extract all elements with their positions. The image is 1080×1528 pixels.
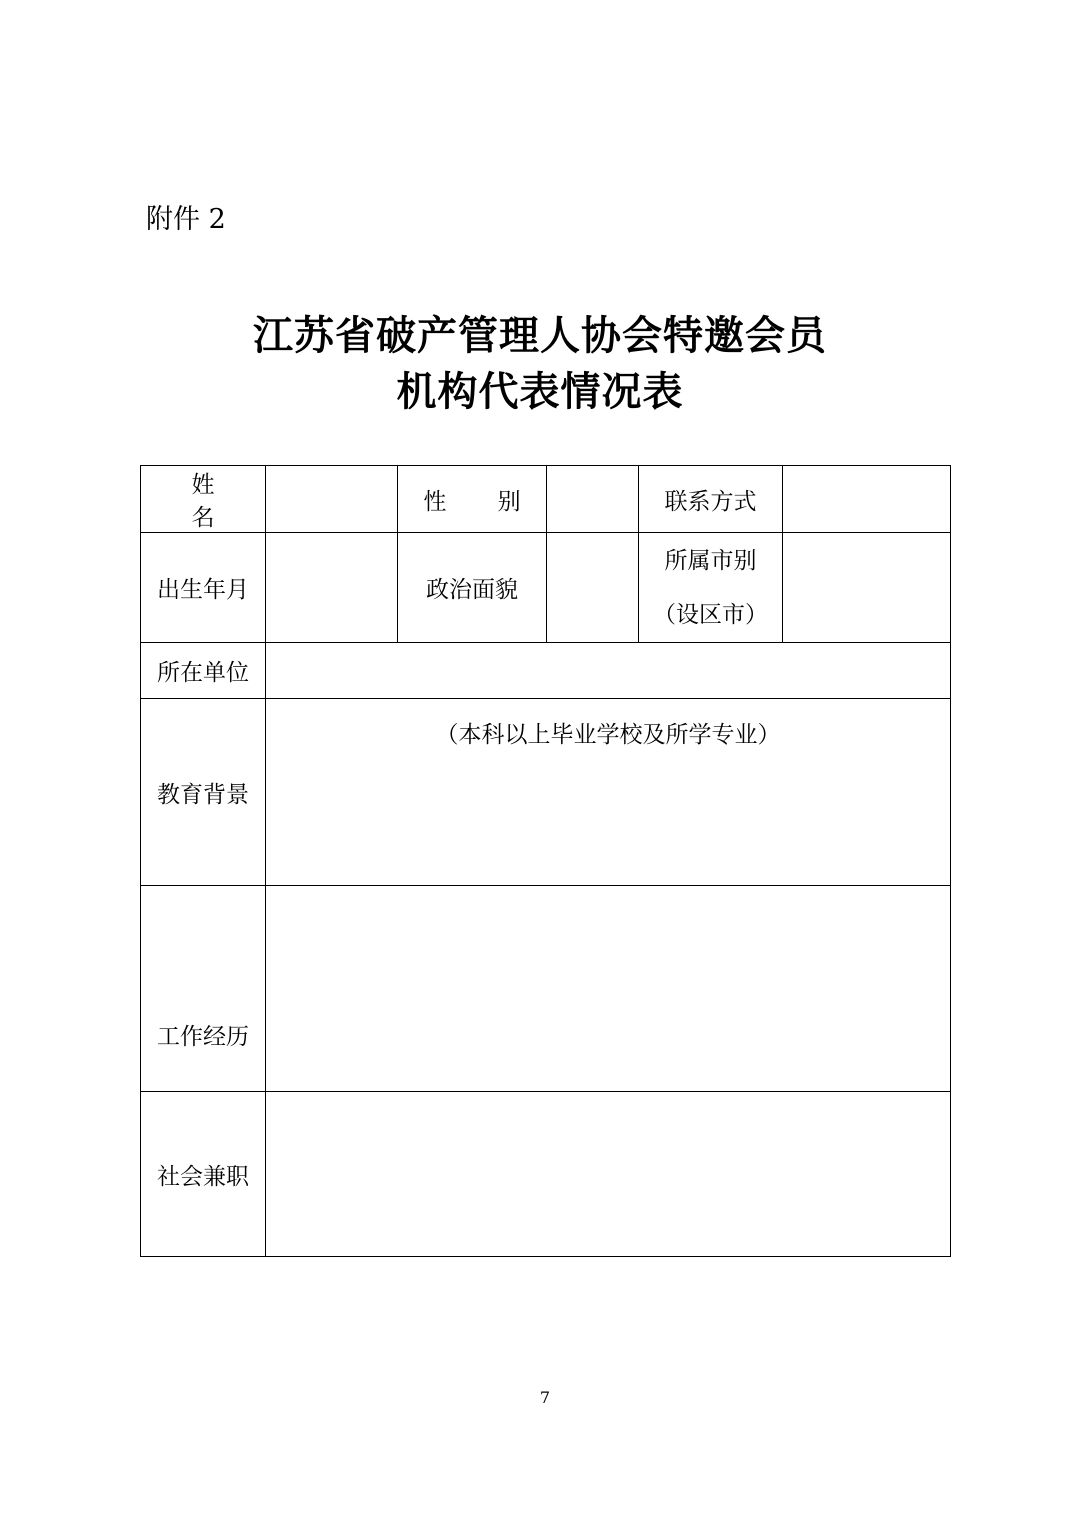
gender-field[interactable] — [547, 466, 639, 533]
table-row — [141, 466, 951, 533]
document-title-line1: 江苏省破产管理人协会特邀会员 — [253, 312, 827, 359]
work-label: 工作经历 — [141, 886, 266, 1092]
education-hint: （本科以上毕业学校及所学专业） — [435, 722, 781, 748]
city-label — [639, 533, 783, 643]
attachment-label: 附件 2 — [146, 204, 226, 235]
contact-field[interactable] — [783, 466, 951, 533]
table-row — [141, 643, 951, 699]
table-row — [141, 1092, 951, 1257]
city-label-line2: （设区市） — [653, 601, 768, 628]
education-field[interactable] — [266, 699, 951, 886]
page-number: 7 — [539, 1388, 551, 1407]
education-label: 教育背景 — [141, 699, 266, 886]
name-field[interactable] — [266, 466, 398, 533]
city-field[interactable] — [783, 533, 951, 643]
birth-label: 出生年月 — [141, 533, 266, 643]
work-field[interactable] — [266, 886, 951, 1092]
social-label: 社会兼职 — [141, 1092, 266, 1257]
city-label-line1: 所属市别 — [664, 547, 757, 574]
gender-label: 性 别 — [398, 466, 547, 533]
employer-label: 所在单位 — [141, 643, 266, 699]
social-field[interactable] — [266, 1092, 951, 1257]
table-row — [141, 699, 951, 886]
birth-field[interactable] — [266, 533, 398, 643]
political-field[interactable] — [547, 533, 639, 643]
contact-label: 联系方式 — [639, 466, 783, 533]
employer-field[interactable] — [266, 643, 951, 699]
political-label: 政治面貌 — [398, 533, 547, 643]
table-row — [141, 533, 951, 643]
document-title-line2: 机构代表情况表 — [396, 368, 684, 415]
representative-info-table — [140, 465, 951, 1257]
table-row — [141, 886, 951, 1092]
name-label: 姓 名 — [141, 466, 266, 533]
